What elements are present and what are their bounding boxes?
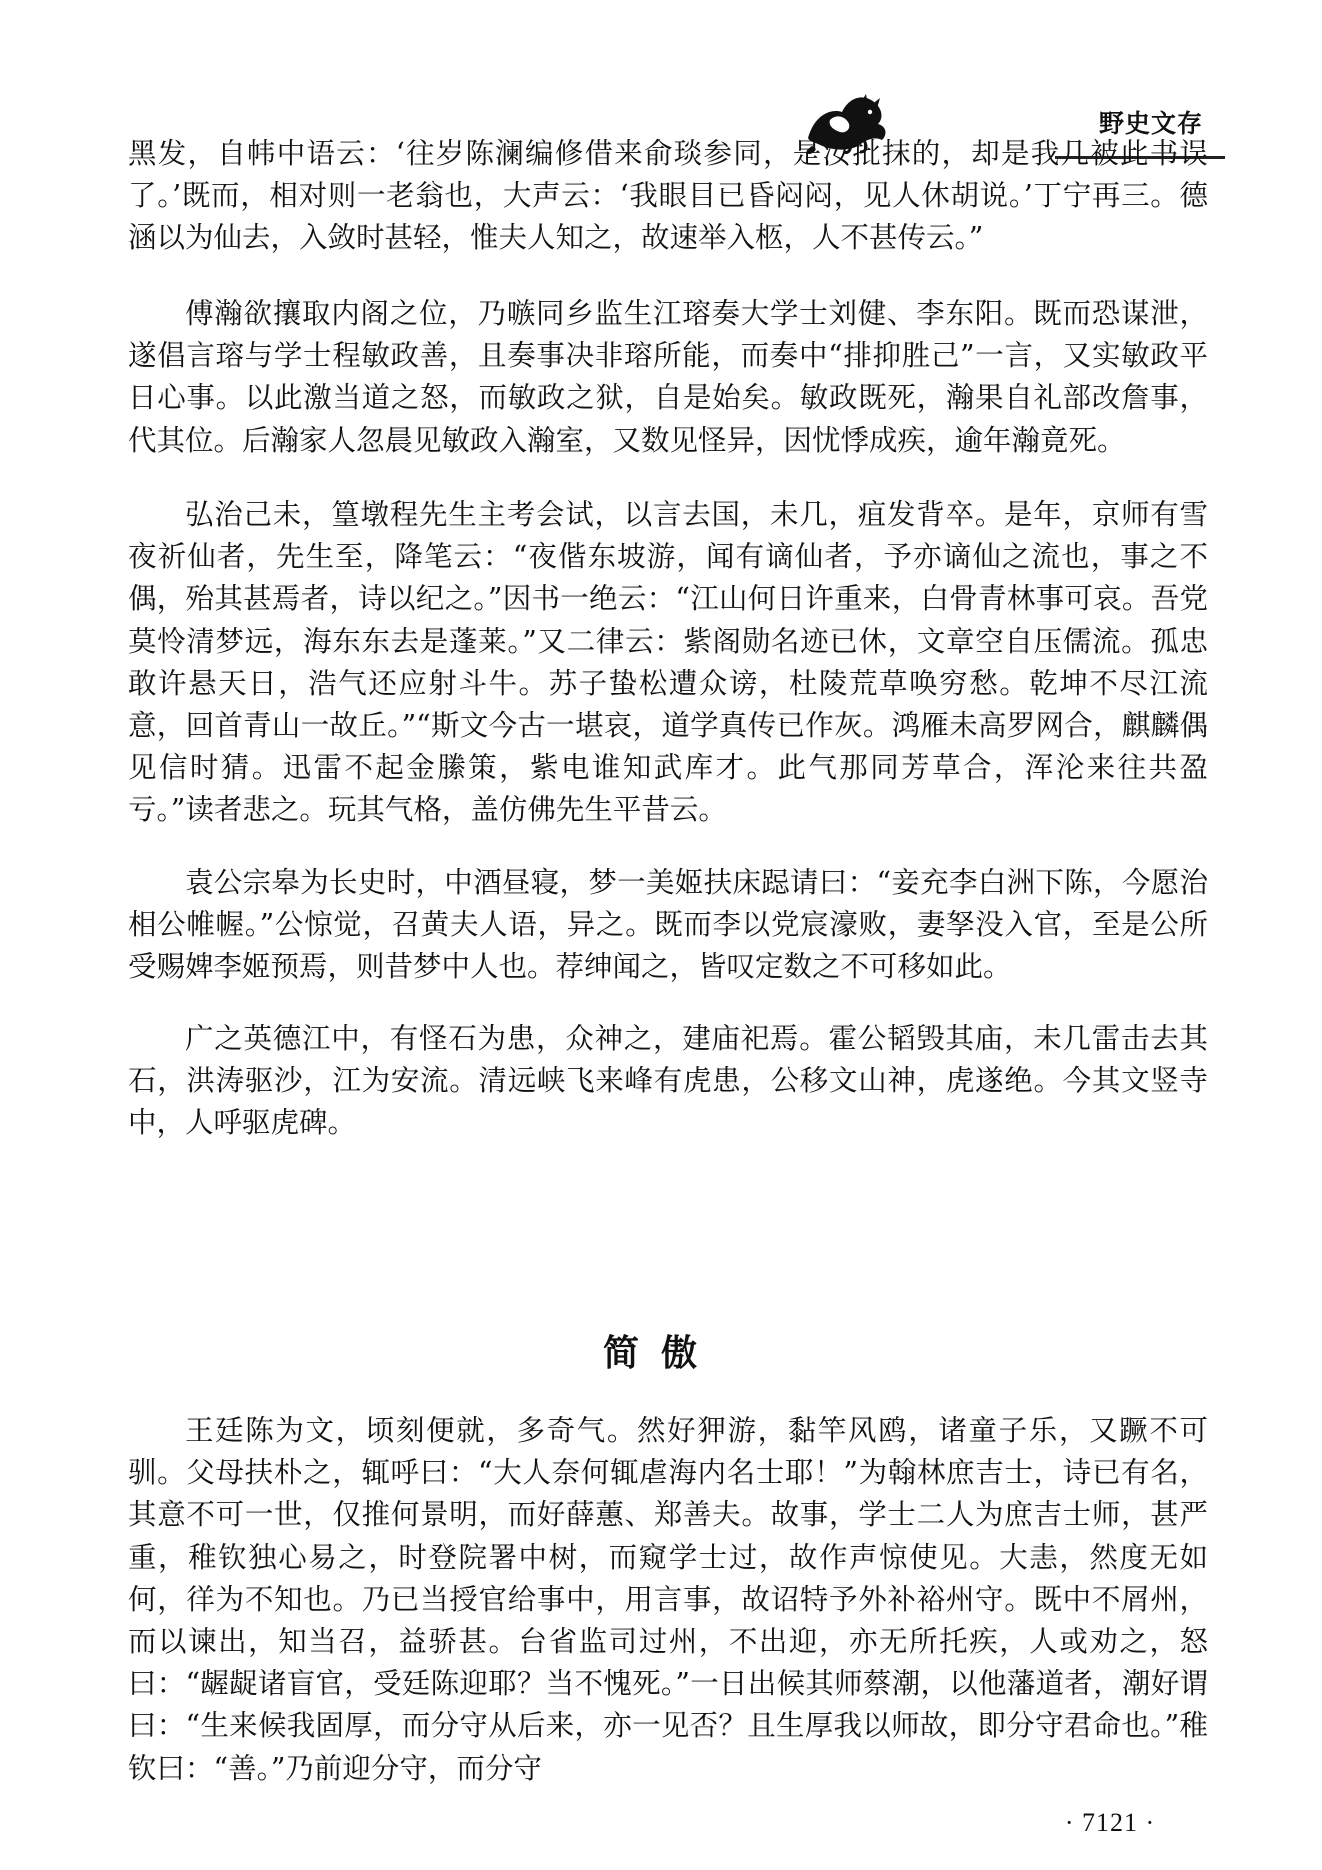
paragraph: 弘治己未，篁墩程先生主考会试，以言去国，未几，疽发背卒。是年，京师有雪夜祈仙者，先生至，降笔云：“夜偕东坡游，闻有谪仙者，予亦谪仙之流也，事之不偶，殆其甚焉者，诗以纪之。”因书一绝云：“江山何日许重来，白骨青林事可哀。吾党莫怜清梦远，海东东去是蓬莱。”又二律云：紫阁勋名迹已休，文章空自压儒流。孤忠敢许悬天日，浩气还应射斗牛。苏子蛰松遭众谤，杜陵荒草唤穷愁。乾坤不尽江流意，回首青山一故丘。”“斯文今古一堪哀，道学真传已作灰。鸿雁未高罗网合，麒麟偶见信时猜。迅雷不起金縢策，紫电谁知武库才。此气那同芳草合，浑沦来往共盈亏。”读者悲之。玩其气格，盖仿佛先生平昔云。	[128, 498, 1208, 827]
paragraph-continued: 黑发，自帏中语云：‘往岁陈澜编修借来俞琰参同，是汝批抹的，却是我几被此书误了。’既而，相对则一老翁也，大声云：‘我眼目已昏闷闷，见人休胡说。’丁宁再三。德涵以为仙去，入敛时甚轻，惟夫人知之，故速举入柩，人不甚传云。”	[128, 137, 1208, 255]
page-number: · 7121 ·	[1064, 1808, 1156, 1837]
section-heading: 简傲	[602, 1332, 719, 1374]
paragraph: 袁公宗皋为长史时，中酒昼寝，梦一美姬扶床跽请曰：“妾充李白洲下陈，今愿治相公帷幄。”公惊觉，召黄夫人语，异之。既而李以党宸濠败，妻孥没入官，至是公所受赐婢李姬预焉，则昔梦中人也。荐绅闻之，皆叹定数之不可移如此。	[128, 866, 1208, 984]
paragraph: 广之英德江中，有怪石为患，众神之，建庙祀焉。霍公韬毁其庙，未几雷击去其石，洪涛驱沙，江为安流。清远峡飞来峰有虎患，公移文山神，虎遂绝。今其文竖寺中，人呼驱虎碑。	[128, 1022, 1208, 1140]
paragraph: 傅瀚欲攘取内阁之位，乃嗾同乡监生江瑢奏大学士刘健、李东阳。既而恐谋泄，遂倡言瑢与学士程敏政善，且奏事决非瑢所能，而奏中“排抑胜己”一言，又实敏政平日心事。以此激当道之怒，而敏政之狱，自是始矣。敏政既死，瀚果自礼部改詹事，代其位。后瀚家人忽晨见敏政入瀚室，又数见怪异，因忧悸成疾，逾年瀚竟死。	[128, 297, 1208, 457]
paragraph: 王廷陈为文，顷刻便就，多奇气。然好狎游，黏竿风鸥，诸童子乐，又蹶不可驯。父母扶朴之，辄呼曰：“大人奈何辄虐海内名士耶！”为翰林庶吉士，诗已有名，其意不可一世，仅推何景明，而好薛蕙、郑善夫。故事，学士二人为庶吉士师，甚严重，稚钦独心易之，时登院署中树，而窥学士过，故作声惊使见。大恚，然度无如何，徉为不知也。乃已当授官给事中，用言事，故诏特予外补裕州守。既中不屑州，而以谏出，知当召，益骄甚。台省监司过州，不出迎，亦无所托疾，人或劝之，怒曰：“龌龊诸盲官，受廷陈迎耶？当不愧死。”一日出候其师蔡潮，以他藩道者，潮好谓曰：“生来候我固厚，而分守从后来，亦一见否？且生厚我以师故，即分守君命也。”稚钦曰：“善。”乃前迎分守，而分守	[128, 1414, 1208, 1785]
book-title: 野史文存	[1098, 109, 1203, 138]
